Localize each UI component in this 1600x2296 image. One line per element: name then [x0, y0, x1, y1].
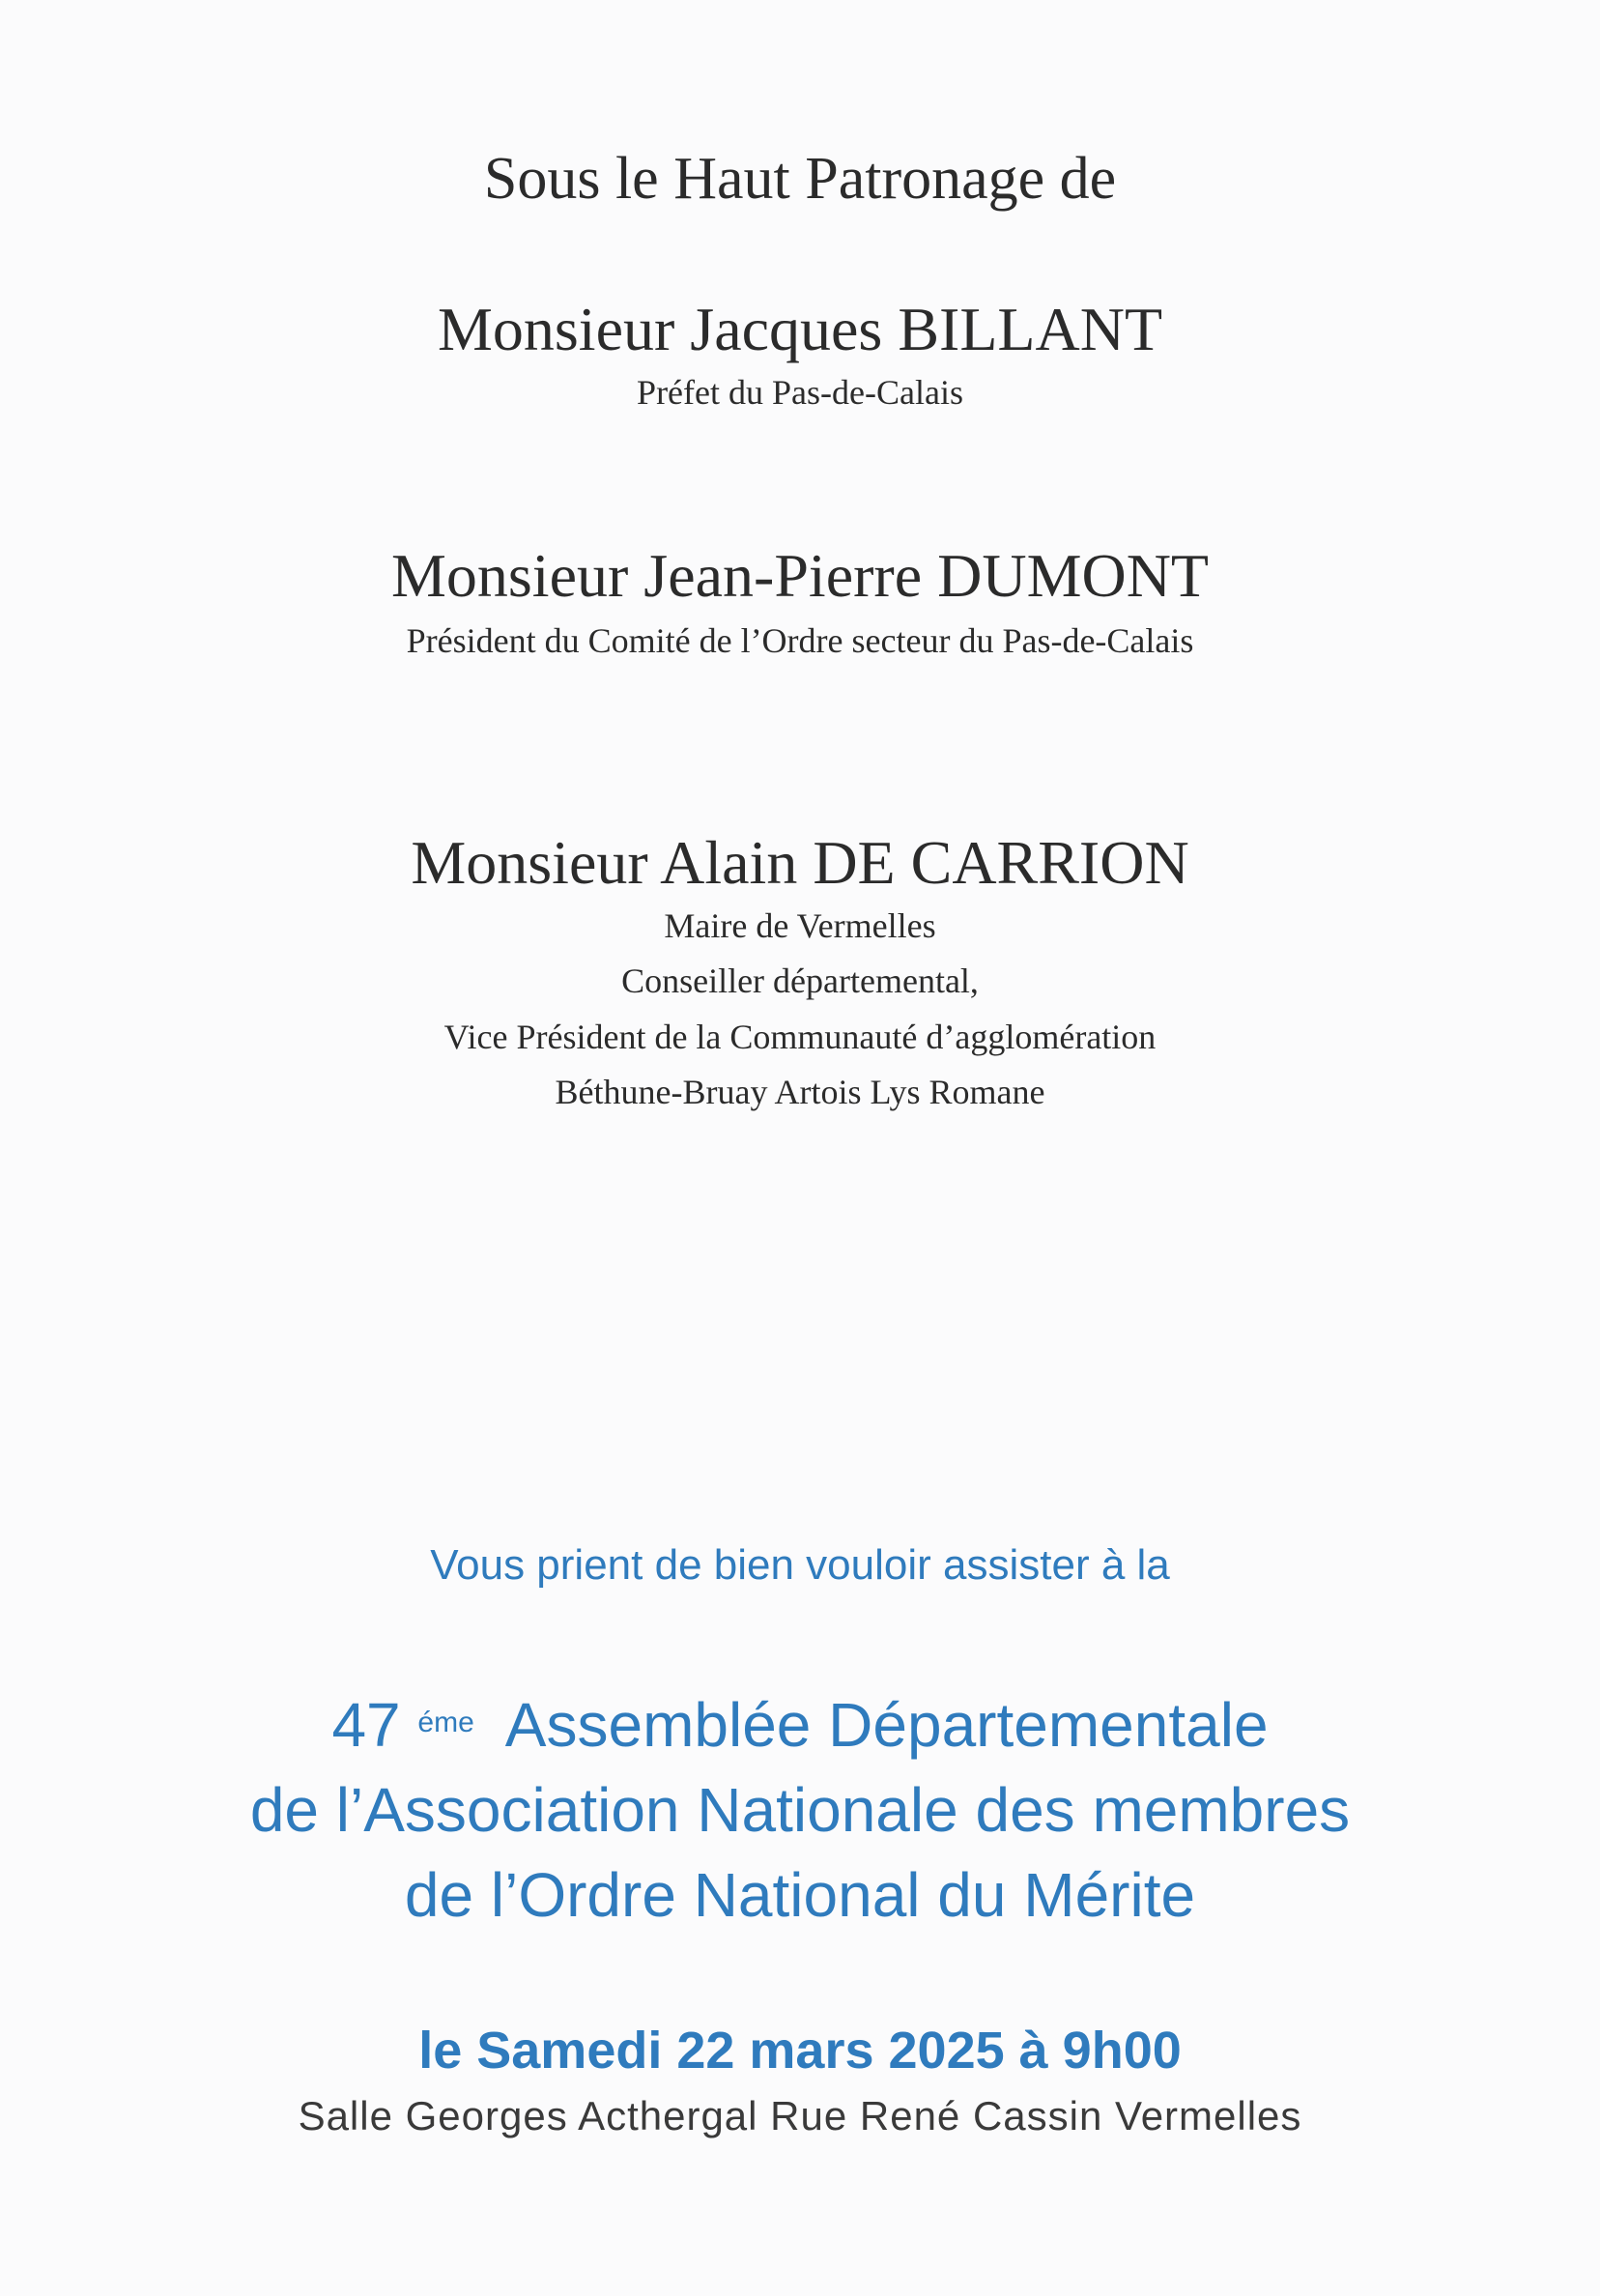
event-venue: Salle Georges Acthergal Rue René Cassin Vermelles	[298, 2093, 1302, 2138]
assembly-ordinal-suffix: éme	[417, 1707, 474, 1738]
patron-role-billant: Préfet du Pas-de-Calais	[637, 373, 963, 412]
invitation-intro: Vous prient de bien vouloir assister à la	[430, 1541, 1170, 1589]
assembly-ordinal-number: 47	[331, 1690, 401, 1760]
assembly-title-line-1	[0, 1689, 1600, 1761]
patron-role-dumont: Président du Comité de l’Ordre secteur du Pas-de-Calais	[406, 621, 1194, 660]
patron-name-dumont: Monsieur Jean-Pierre DUMONT	[390, 541, 1210, 610]
assembly-title-line-2: de l’Association Nationale des membres	[249, 1775, 1351, 1845]
patron-role-de-carrion-1: Maire de Vermelles	[664, 906, 936, 945]
patron-name-billant: Monsieur Jacques BILLANT	[437, 295, 1163, 363]
patronage-heading: Sous le Haut Patronage de	[483, 146, 1117, 212]
assembly-title-line-3: de l’Ordre National du Mérite	[404, 1860, 1196, 1930]
assembly-title-text: Assemblée Départementale	[504, 1690, 1269, 1760]
patron-role-de-carrion-2: Conseiller départemental,	[621, 961, 979, 1000]
patron-role-de-carrion-3: Vice Président de la Communauté d’agglomération	[443, 1018, 1157, 1056]
patron-role-de-carrion-4: Béthune-Bruay Artois Lys Romane	[555, 1073, 1045, 1111]
patron-name-de-carrion: Monsieur Alain DE CARRION	[411, 828, 1189, 897]
event-date: le Samedi 22 mars 2025 à 9h00	[418, 2022, 1182, 2080]
